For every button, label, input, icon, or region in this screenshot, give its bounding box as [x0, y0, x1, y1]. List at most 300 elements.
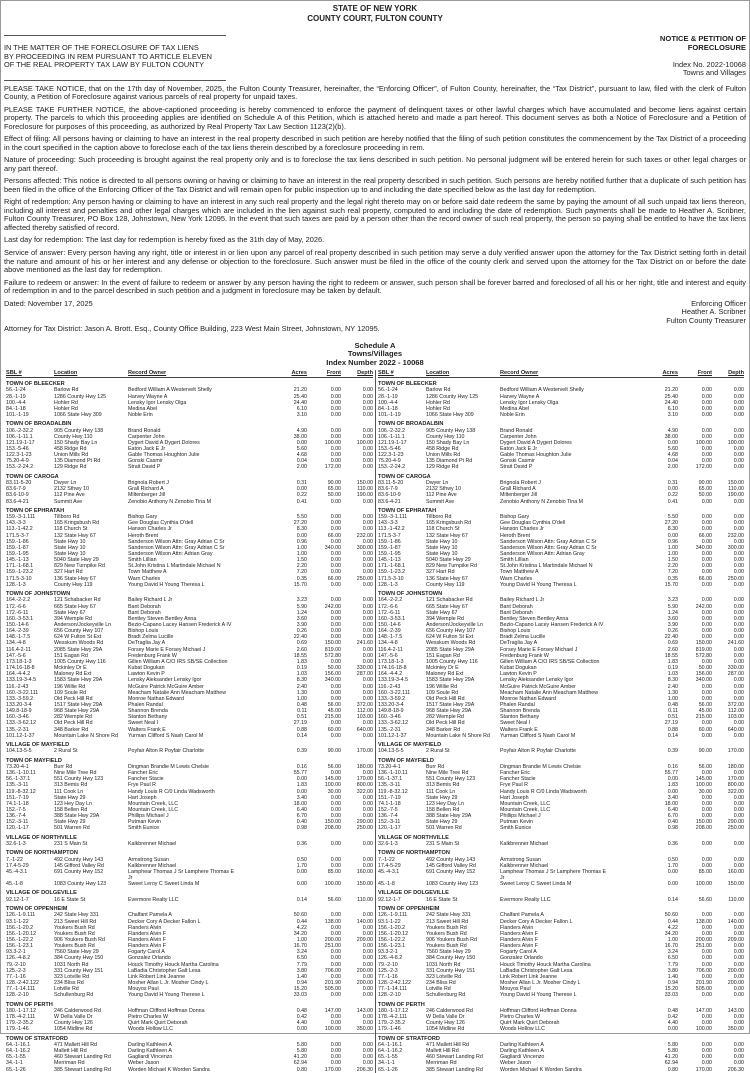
- front-cell: 200.00: [324, 936, 341, 943]
- front-cell: 0.00: [701, 732, 712, 739]
- front-cell: 0.00: [330, 689, 341, 696]
- front-cell: 0.00: [330, 621, 341, 628]
- depth-cell: 0.00: [362, 498, 373, 505]
- acres-cell: 2.20: [296, 563, 307, 570]
- acres-cell: 6.40: [296, 807, 307, 813]
- owner-cell: Fredenburg Frank W: [500, 652, 549, 659]
- owner-cell: Heroth Brent: [128, 532, 159, 539]
- owner-cell: Walters Frank E: [500, 726, 538, 733]
- acres-cell: 0.41: [296, 498, 307, 505]
- notice-body: [4, 85, 746, 296]
- location-cell: Summit Ave: [54, 498, 83, 505]
- location-cell: 348 Barker Rd: [54, 726, 89, 733]
- front-cell: 0.00: [701, 458, 712, 465]
- depth-cell: 0.00: [362, 1054, 373, 1061]
- sbl-cell: 65.-1-55: [6, 1054, 26, 1061]
- acres-cell: 38.00: [293, 433, 307, 440]
- sbl-cell: 150.-14-6: [378, 621, 401, 628]
- table-row: [378, 825, 744, 831]
- acres-cell: 41.20: [293, 1054, 307, 1061]
- front-cell: 0.00: [701, 526, 712, 533]
- depth-cell: 0.00: [733, 924, 744, 931]
- owner-cell: Lensky Igor Lensky Olga: [500, 399, 559, 406]
- owner-cell: Darling Kathleen A: [500, 1048, 544, 1055]
- owner-cell: Frye Paul R: [500, 782, 528, 789]
- owner-cell: Pietro Charles W: [128, 1014, 169, 1021]
- depth-cell: 180.00: [356, 763, 373, 770]
- sbl-cell: 77.-1-16: [6, 973, 26, 980]
- front-cell: 0.00: [330, 387, 341, 394]
- depth-cell: 0.00: [362, 986, 373, 993]
- acres-cell: 0.40: [296, 819, 307, 826]
- acres-cell: 0.14: [296, 896, 307, 903]
- front-cell: 0.00: [701, 399, 712, 406]
- owner-cell: Gillen William A C/O IRS SB/SE Collection: [128, 658, 228, 665]
- owner-cell: Brignola Robert J: [500, 480, 541, 487]
- sbl-cell: 126.-1-9.111: [378, 912, 408, 919]
- sbl-cell: 156.-1-20.2: [378, 924, 406, 931]
- owner-cell: Sanderson Wilson Attn: Gray Adrian C Sr: [128, 544, 225, 551]
- front-cell: 0.00: [701, 955, 712, 962]
- acres-cell: 0.39: [667, 748, 678, 755]
- depth-cell: 0.00: [362, 427, 373, 434]
- depth-cell: 0.00: [733, 949, 744, 956]
- owner-cell: Kalkbrenner Michael: [500, 841, 549, 848]
- depth-cell: 0.00: [733, 634, 744, 641]
- sbl-cell: 160.-3-53.1: [378, 615, 406, 622]
- acres-cell: 6.70: [296, 813, 307, 820]
- front-cell: 340.00: [324, 544, 341, 551]
- sbl-cell: 172.-6-11: [6, 609, 29, 616]
- owner-cell: Gonzalez Orlando: [500, 955, 543, 962]
- front-cell: 0.00: [330, 807, 341, 813]
- acres-cell: 5.50: [667, 514, 678, 521]
- location-cell: Schullenburg Rd: [426, 992, 466, 999]
- acres-cell: 0.48: [667, 702, 678, 708]
- location-cell: 246 Calderwood Rd: [426, 1007, 473, 1014]
- acres-cell: 0.50: [667, 856, 678, 863]
- depth-cell: 200.00: [356, 967, 373, 974]
- acres-cell: 0.00: [667, 788, 678, 795]
- location-cell: County Hwy 110: [54, 433, 93, 440]
- location-cell: Barlow Rd: [426, 387, 451, 394]
- location-cell: County Hwy 119: [426, 581, 465, 588]
- acres-cell: 15.70: [293, 581, 307, 588]
- location-cell: Union Mills Rd: [54, 452, 89, 459]
- depth-cell: 180.00: [727, 763, 744, 770]
- depth-cell: 0.00: [362, 411, 373, 418]
- acres-cell: 0.69: [296, 640, 307, 647]
- acres-cell: 3.23: [667, 597, 678, 604]
- front-cell: 0.00: [701, 634, 712, 641]
- acres-cell: 0.00: [296, 439, 307, 446]
- front-cell: 819.00: [695, 646, 712, 653]
- table-row: [6, 897, 373, 903]
- sbl-cell: 45.-1-8: [6, 881, 23, 888]
- location-cell: Tillboro Rd: [426, 514, 452, 521]
- depth-cell: 143.00: [356, 1007, 373, 1014]
- acres-cell: 2.00: [296, 464, 307, 471]
- acres-cell: 1.50: [667, 557, 678, 564]
- schedule-subtitle: Towns/Villages: [347, 349, 403, 359]
- owner-cell: Zenobio Anthony N Zenobio Tina M: [500, 498, 584, 505]
- location-cell: 327 Hart Rd: [54, 569, 83, 576]
- location-cell: 656 County Hwy 107: [54, 628, 104, 635]
- sbl-cell: 128.-2-42.122: [378, 980, 411, 987]
- front-cell: 150.00: [695, 819, 712, 826]
- sbl-cell: 173.18-1-3: [6, 658, 32, 665]
- acres-cell: 3.60: [667, 615, 678, 622]
- depth-cell: 0.00: [733, 720, 744, 727]
- front-cell: 0.00: [330, 557, 341, 564]
- front-cell: 0.00: [330, 856, 341, 863]
- location-cell: 7560 State Hwy 29: [54, 949, 99, 956]
- location-cell: 1583 State Hwy 29A: [426, 677, 475, 684]
- town-heading: TOWN OF BROADALBIN: [6, 421, 72, 428]
- location-cell: 135 Diamond Pt Rd: [426, 458, 473, 465]
- owner-cell: McGuire Patrick McGuire Amber: [128, 683, 204, 690]
- owner-cell: Mountain Creek, LLC: [500, 800, 551, 807]
- sbl-cell: 83.6-7-9: [378, 486, 398, 493]
- acres-cell: 5.90: [296, 603, 307, 610]
- location-cell: 1083 County Hwy 123: [54, 881, 107, 888]
- acres-cell: 0.51: [667, 714, 678, 721]
- owner-cell: Bradt Zelma Lucille: [128, 634, 174, 641]
- depth-cell: 0.00: [733, 813, 744, 820]
- acres-cell: 24.40: [664, 399, 678, 406]
- location-cell: Mountain Lake N Shore Rd: [54, 732, 118, 739]
- front-cell: 100.00: [324, 1026, 341, 1033]
- location-cell: Old Peck Hill Rd: [426, 720, 465, 727]
- table-row: [378, 412, 744, 418]
- front-cell: 0.00: [330, 1048, 341, 1055]
- location-cell: State Hwy 10: [426, 544, 458, 551]
- acres-cell: 25.40: [293, 393, 307, 400]
- front-cell: 156.00: [324, 671, 341, 678]
- depth-cell: 322.00: [356, 788, 373, 795]
- sbl-cell: 159.-1-86: [6, 538, 29, 545]
- sbl-cell: 148.-1-7.5: [6, 634, 31, 641]
- location-cell: 829 New Turnpike Rd: [54, 563, 105, 570]
- owner-cell: Kalkbrenner Michael: [500, 862, 549, 869]
- location-cell: 196 Willie Rd: [426, 683, 458, 690]
- front-cell: 66.00: [698, 532, 712, 539]
- depth-cell: 330.00: [727, 665, 744, 672]
- owner-cell: Bant Deborah: [500, 603, 533, 610]
- depth-cell: 170.00: [356, 748, 373, 755]
- front-cell: 100.00: [695, 439, 712, 446]
- front-cell: 0.00: [330, 458, 341, 465]
- acres-cell: 0.19: [667, 665, 678, 672]
- table-row: [378, 992, 744, 998]
- front-cell: 242.00: [324, 603, 341, 610]
- acres-cell: 16.70: [293, 943, 307, 950]
- acres-cell: 4.22: [667, 924, 678, 931]
- front-cell: 0.00: [701, 770, 712, 777]
- front-cell: 145.00: [324, 776, 341, 783]
- owner-cell: Walters Frank E: [128, 726, 166, 733]
- owner-cell: Flanders Alvin F: [500, 930, 538, 937]
- owner-cell: Grall Richard A: [500, 486, 536, 493]
- front-cell: 0.00: [330, 411, 341, 418]
- sbl-cell: 152.-7-5: [378, 807, 398, 813]
- depth-cell: 0.00: [362, 563, 373, 570]
- acres-cell: 55.77: [664, 770, 678, 777]
- sbl-cell: 164.-4-4.2: [6, 671, 31, 678]
- location-cell: 112 Pine Ave: [426, 492, 457, 499]
- matter-line: IN THE MATTER OF THE FORECLOSURE OF TAX LIENS: [4, 43, 199, 53]
- front-cell: 0.00: [701, 393, 712, 400]
- location-cell: Youkers Bush Rd: [54, 943, 95, 950]
- sbl-cell: 92.12-1-7: [6, 896, 29, 903]
- location-cell: County Hwy 119: [54, 581, 93, 588]
- acres-cell: 0.11: [668, 708, 678, 715]
- depth-cell: 170.00: [356, 776, 373, 783]
- sbl-cell: 136.-7-4: [6, 813, 26, 820]
- depth-cell: 0.00: [733, 652, 744, 659]
- location-cell: 112 Pine Ave: [54, 492, 85, 499]
- owner-cell: St.John Kristina L Martindale Michael N: [128, 563, 221, 570]
- front-cell: 0.00: [701, 597, 712, 604]
- column-header: Depth: [357, 369, 373, 376]
- schedule-column-left: [4, 370, 375, 1073]
- acres-cell: 4.22: [296, 924, 307, 931]
- acres-cell: 3.23: [296, 597, 307, 604]
- front-cell: 0.00: [330, 992, 341, 999]
- owner-cell: Darling Kathleen A: [128, 1048, 172, 1055]
- location-cell: 1005 County Hwy 116: [54, 658, 106, 665]
- sbl-cell: 45.-1-8: [378, 881, 395, 888]
- sbl-cell: 152.-3-11: [6, 819, 29, 826]
- sbl-cell: 56.-1-24: [6, 387, 26, 394]
- front-cell: 0.00: [330, 581, 341, 588]
- owner-cell: Warn Charles: [500, 575, 533, 582]
- front-cell: 150.00: [324, 819, 341, 826]
- location-cell: Youkers Bush Rd: [54, 930, 95, 937]
- owner-cell: Young David H Young Therese L: [500, 992, 577, 999]
- state-title: STATE OF NEW YORK: [332, 4, 418, 13]
- notice-paragraph: Nature of proceeding: Such proceeding is brought against the real property only and is to foreclose the tax liens described in such petition. No personal judgment will be entered herein for such taxes or other legal charges or any part thereof.: [4, 155, 746, 173]
- owner-cell: Fancher Stacie: [128, 776, 164, 783]
- front-cell: 0.00: [701, 807, 712, 813]
- owner-cell: Bedford William A Westervelt Shelly: [500, 387, 584, 394]
- acres-cell: 0.14: [667, 732, 678, 739]
- acres-cell: 3.80: [667, 967, 678, 974]
- depth-cell: 112.00: [357, 708, 373, 715]
- front-cell: 0.00: [701, 689, 712, 696]
- location-cell: 1031 North Rd: [54, 961, 89, 968]
- depth-cell: 0.00: [733, 794, 744, 801]
- acres-cell: 6.50: [296, 955, 307, 962]
- sbl-cell: 84.-1-18: [6, 405, 26, 412]
- owner-cell: Link Robert Link Jeanne: [500, 973, 558, 980]
- owner-cell: Mountain Creek, LLC: [128, 800, 179, 807]
- depth-cell: 0.00: [362, 1048, 373, 1055]
- table-row: [6, 582, 373, 588]
- sbl-cell: 119.-8-32.12: [378, 788, 408, 795]
- owner-cell: Smith Eunice: [500, 825, 532, 832]
- owner-cell: Sweet Leroy C Sweet Linda M: [500, 881, 572, 888]
- acres-cell: 4.40: [667, 1020, 678, 1027]
- acres-cell: 2.40: [296, 683, 307, 690]
- acres-cell: 4.68: [667, 452, 678, 459]
- owner-cell: Sweet Neal I: [128, 720, 159, 727]
- sbl-cell: 56.-1-24: [378, 387, 398, 394]
- town-heading: TOWN OF CAROGA: [6, 473, 59, 480]
- town-heading: VILLAGE OF MAYFIELD: [6, 741, 70, 748]
- depth-cell: 0.00: [733, 597, 744, 604]
- location-cell: Mountain Lake N Shore Rd: [426, 732, 490, 739]
- depth-cell: 0.00: [362, 689, 373, 696]
- acres-cell: 0.98: [296, 825, 307, 832]
- acres-cell: 5.60: [296, 446, 307, 452]
- front-cell: 0.00: [701, 628, 712, 635]
- owner-cell: Handy Louis R C/0 Linda Wadsworth: [500, 788, 587, 795]
- front-cell: 0.00: [330, 1041, 341, 1048]
- depth-cell: 0.00: [733, 446, 744, 452]
- owner-cell: Bant Deborah: [128, 603, 161, 610]
- depth-cell: 0.00: [362, 770, 373, 777]
- owner-cell: Putman Kevin: [500, 819, 533, 826]
- sbl-cell: 160.-3-46: [378, 714, 401, 721]
- front-cell: 340.00: [695, 677, 712, 684]
- sbl-cell: 101.-1-19: [6, 411, 29, 418]
- acres-cell: 0.42: [667, 1014, 678, 1021]
- owner-cell: Town Matthew A: [128, 569, 167, 576]
- sbl-cell: 145.-1-13: [6, 557, 29, 564]
- acres-cell: 0.48: [667, 1007, 678, 1014]
- location-cell: 213 Sweet Hill Rd: [426, 918, 469, 925]
- acres-cell: 0.19: [296, 665, 307, 672]
- acres-cell: 0.88: [667, 726, 678, 733]
- owner-cell: Strait David P: [128, 464, 161, 471]
- acres-cell: 1.24: [667, 609, 678, 616]
- front-cell: 138.00: [324, 918, 341, 925]
- depth-cell: 170.00: [727, 776, 744, 783]
- location-cell: 323 Lotville Rd: [426, 973, 462, 980]
- front-cell: 0.00: [701, 924, 712, 931]
- owner-cell: Poyfair Alton R Poyfair Charlotte: [128, 748, 204, 755]
- sbl-cell: 65.-1-55: [378, 1054, 398, 1061]
- depth-cell: 800.00: [727, 782, 744, 789]
- depth-cell: 0.00: [733, 862, 744, 869]
- sbl-cell: 120.-1-17: [378, 825, 401, 832]
- depth-cell: 0.00: [362, 949, 373, 956]
- acres-cell: 1.30: [667, 689, 678, 696]
- location-cell: 1066 State Hwy 309: [54, 411, 102, 418]
- owner-cell: Shannon Brenda: [128, 708, 168, 715]
- matter-line: BY PROCEEDING IN REM PURSUANT TO ARTICLE ELEVEN: [4, 51, 212, 61]
- acres-cell: 18.55: [664, 652, 678, 659]
- front-cell: 215.00: [695, 714, 712, 721]
- sbl-cell: 128.-1-3: [378, 581, 398, 588]
- location-cell: 109 Soule Rd: [426, 689, 459, 696]
- owner-cell: Gable Thomas Houghton Julie: [128, 452, 200, 459]
- owner-cell: Yurman Clifford S Nash Carol M: [500, 732, 576, 739]
- column-header: Acres: [291, 369, 307, 376]
- depth-cell: 300.00: [356, 544, 373, 551]
- acres-cell: 1.83: [667, 658, 678, 665]
- depth-cell: 206.30: [356, 1066, 373, 1073]
- owner-cell: Hoffman Clifford Hoffman Donna: [500, 1007, 577, 1014]
- front-cell: 0.00: [701, 695, 712, 702]
- sbl-cell: 159.-1-95: [378, 551, 401, 557]
- depth-cell: 0.00: [733, 841, 744, 848]
- sbl-cell: 125.-2-3: [6, 967, 26, 974]
- acres-cell: 0.14: [296, 732, 307, 739]
- acres-cell: 0.00: [296, 486, 307, 493]
- sbl-cell: 133.-3-62.12: [378, 720, 409, 727]
- location-cell: 121 Schabacker Rd: [426, 597, 473, 604]
- sbl-cell: 153.-2-24.2: [378, 464, 406, 471]
- depth-cell: 232.00: [356, 532, 373, 539]
- owner-cell: Lamphear Thomas J Sr Lamphere Thomas E Jr: [500, 868, 607, 882]
- owner-cell: Dingman Brandie M Lewis Chelsie: [128, 763, 209, 770]
- case-caption: [4, 35, 746, 81]
- depth-cell: 150.00: [356, 480, 373, 487]
- acres-cell: 33.03: [664, 992, 678, 999]
- acres-cell: 0.96: [296, 538, 307, 545]
- location-cell: 118 Church St: [54, 526, 88, 533]
- acres-cell: 3.40: [296, 794, 307, 801]
- sbl-cell: 79.-2-10: [378, 961, 398, 968]
- acres-cell: 0.51: [296, 714, 307, 721]
- front-cell: 0.00: [330, 399, 341, 406]
- owner-cell: Bezio-Capano Lacey Hansen Frederick A IV: [500, 621, 604, 628]
- owner-cell: Poyfair Alton R Poyfair Charlotte: [500, 748, 576, 755]
- owner-cell: Bishop Louis: [128, 628, 159, 635]
- location-cell: 384 County Hwy 150: [426, 955, 476, 962]
- sbl-cell: 32.6-1-3: [6, 841, 26, 848]
- location-cell: 385 Stewart Landing Rd: [54, 1066, 111, 1073]
- acres-cell: 6.50: [667, 955, 678, 962]
- location-cell: 282 Wemple Rd: [426, 714, 464, 721]
- depth-cell: 241.60: [727, 640, 744, 647]
- acres-cell: 21.20: [293, 387, 307, 394]
- acres-cell: 18.55: [293, 652, 307, 659]
- depth-cell: 290.00: [727, 819, 744, 826]
- front-cell: 0.00: [701, 992, 712, 999]
- depth-cell: 300.00: [727, 544, 744, 551]
- location-cell: State Hwy 10: [54, 544, 86, 551]
- owner-cell: Decker Cory A Decker Fallon L: [128, 918, 201, 925]
- depth-cell: 0.00: [362, 405, 373, 412]
- depth-cell: 0.00: [362, 732, 373, 739]
- location-cell: Summit Ave: [426, 498, 455, 505]
- front-cell: 50.00: [327, 665, 341, 672]
- front-cell: 0.00: [701, 498, 712, 505]
- owner-cell: Yurman Clifford S Nash Carol M: [128, 732, 204, 739]
- depth-cell: 241.60: [356, 640, 373, 647]
- acres-cell: 1.00: [667, 551, 678, 557]
- acres-cell: 0.14: [667, 896, 678, 903]
- owner-cell: Gonski Casmir: [128, 458, 163, 465]
- sbl-cell: 106.-1-11.1: [378, 433, 405, 440]
- acres-cell: 0.48: [296, 702, 307, 708]
- location-cell: W Della Valle Dr: [426, 1014, 465, 1021]
- location-cell: Youkers Bush Rd: [426, 930, 467, 937]
- table-row: [6, 1067, 373, 1073]
- depth-cell: 0.00: [733, 683, 744, 690]
- table-row: [6, 869, 373, 881]
- owner-cell: Forsey Marie E Forsey Michael J: [500, 646, 578, 653]
- sbl-cell: 179.-1-46: [378, 1026, 401, 1033]
- sbl-cell: 119.-8-32.12: [6, 788, 36, 795]
- depth-cell: 0.00: [733, 563, 744, 570]
- sbl-cell: 152.-7-5: [6, 807, 26, 813]
- owner-cell: Gagliardi Vincenzo: [500, 1054, 545, 1061]
- depth-cell: 0.00: [733, 800, 744, 807]
